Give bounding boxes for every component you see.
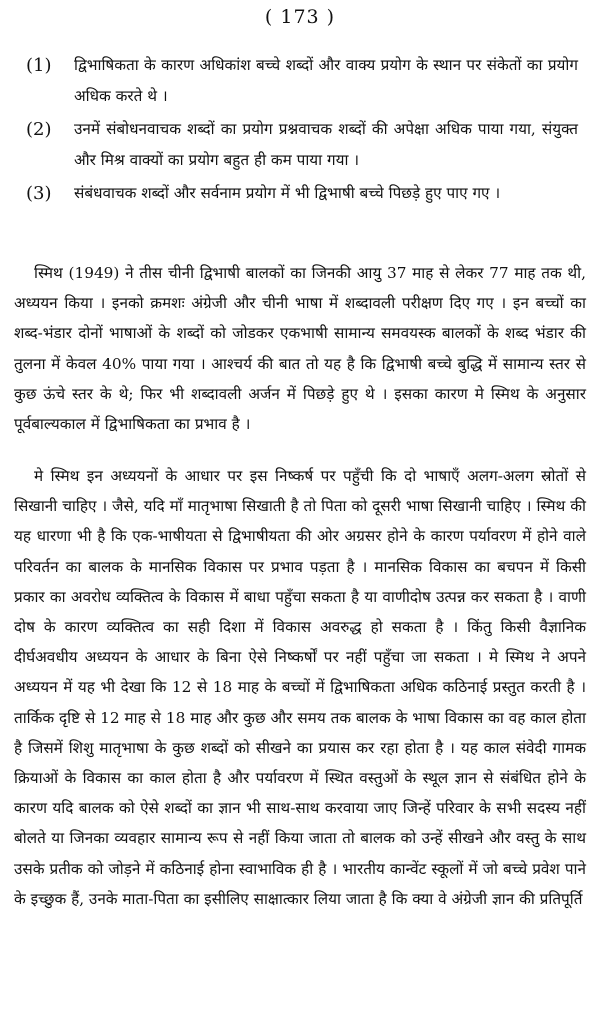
body-paragraph-conclusion: मे स्मिथ इन अध्ययनों के आधार पर इस निष्कर्ष पर पहुँची कि दो भाषाएँ अलग-अलग स्रोतों से सिखानी चाहिए । जैसे, यदि माँ मातृभाषा सिखाती है तो पिता को दूसरी भाषा सिखानी चाहिए । स्मिथ की यह धारणा भी है कि एक-भाषीयता से द्विभाषीयता की ओर अग्रसर होने के कारण पर्यावरण में होने वाले परिवर्तन का बालक के मानसिक विकास पर प्रभाव पड़ता है । मानसिक विकास का बचपन में किसी प्रकार का अवरोध व्यक्तित्व के विकास में बाधा पहुँचा सकता है या वाणीदोष उत्पन्न कर सकता है । वाणी दोष के कारण व्यक्तित्व का सही दिशा में विकास अवरुद्ध हो सकता है । किंतु किसी वैज्ञानिक दीर्घअवधीय अध्ययन के आधार के बिना ऐसे निष्कर्षों पर नहीं पहुँचा जा सकता । मे स्मिथ ने अपने अध्ययन में यह भी देखा कि 12 से 18 माह के बच्चों में द्विभाषिकता अधिक कठिनाई प्रस्तुत करती है । तार्किक दृष्टि से 12 माह से 18 माह और कुछ और समय तक बालक के भाषा विकास का वह काल होता है जिसमें शिशु मातृभाषा के कुछ शब्दों को सीखने का प्रयास कर रहा होता है । यह काल संवेदी गामक क्रियाओं के विकास का काल होता है और पर्यावरण में स्थित वस्तुओं के स्थूल ज्ञान से संबंधित होने के कारण यदि बालक को ऐसे शब्दों का ज्ञान भी साथ-साथ करवाया जाए जिन्हें परिवार के सभी सदस्य नहीं बोलते या जिनका व्यवहार सामान्य रूप से नहीं किया जाता तो बालक को उन्हें सीखने और वस्तु के साथ उसके प्रतीक को जोड़ने में कठिनाई होना स्वाभाविक ही है । भारतीय कान्वेंट स्कूलों में जो बच्चे प्रवेश पाने के इच्छुक हैं, उनके माता-पिता का इसीलिए साक्षात्कार लिया जाता है कि क्या वे अंग्रेजी ज्ञान की प्रतिपूर्ति bbox=[14, 467, 586, 908]
finding-number: (1) bbox=[26, 55, 52, 76]
page-number: ( 173 ) bbox=[264, 6, 336, 28]
finding-number: (3) bbox=[26, 183, 52, 204]
finding-text: उनमें संबोधनवाचक शब्दों का प्रयोग प्रश्नवाचक शब्दों की अपेक्षा अधिक पाया गया, संयुक्त और मिश्र वाक्यों का प्रयोग बहुत ही कम पाया गया । bbox=[74, 120, 578, 169]
finding-item bbox=[26, 114, 578, 176]
findings-list bbox=[26, 50, 578, 211]
finding-text: संबंधवाचक शब्दों और सर्वनाम प्रयोग में भी द्विभाषी बच्चे पिछड़े हुए पाए गए । bbox=[74, 184, 501, 202]
finding-item bbox=[26, 50, 578, 112]
finding-item bbox=[26, 178, 578, 209]
finding-number: (2) bbox=[26, 119, 52, 140]
finding-text: द्विभाषिकता के कारण अधिकांश बच्चे शब्दों और वाक्य प्रयोग के स्थान पर संकेतों का प्रयोग अधिक करते थे । bbox=[74, 56, 578, 105]
body-paragraph-smith-study: स्मिथ (1949) ने तीस चीनी द्विभाषी बालकों का जिनकी आयु 37 माह से लेकर 77 माह तक थी, अध्ययन किया । इनको क्रमशः अंग्रेजी और चीनी भाषा में शब्दावली परीक्षण दिए गए । इन बच्चों का शब्द-भंडार दोनों भाषाओं के शब्दों को जोडकर एकभाषी सामान्य समवयस्क बालकों के शब्द भंडार की तुलना में केवल 40% पाया गया । आश्चर्य की बात तो यह है कि द्विभाषी बच्चे बुद्धि में सामान्य स्तर से कुछ ऊंचे स्तर के थे; फिर भी शब्दावली अर्जन में पिछड़े हुए थे । इसका कारण मे स्मिथ के अनुसार पूर्वबाल्यकाल में द्विभाषिकता का प्रभाव है । bbox=[14, 264, 586, 434]
